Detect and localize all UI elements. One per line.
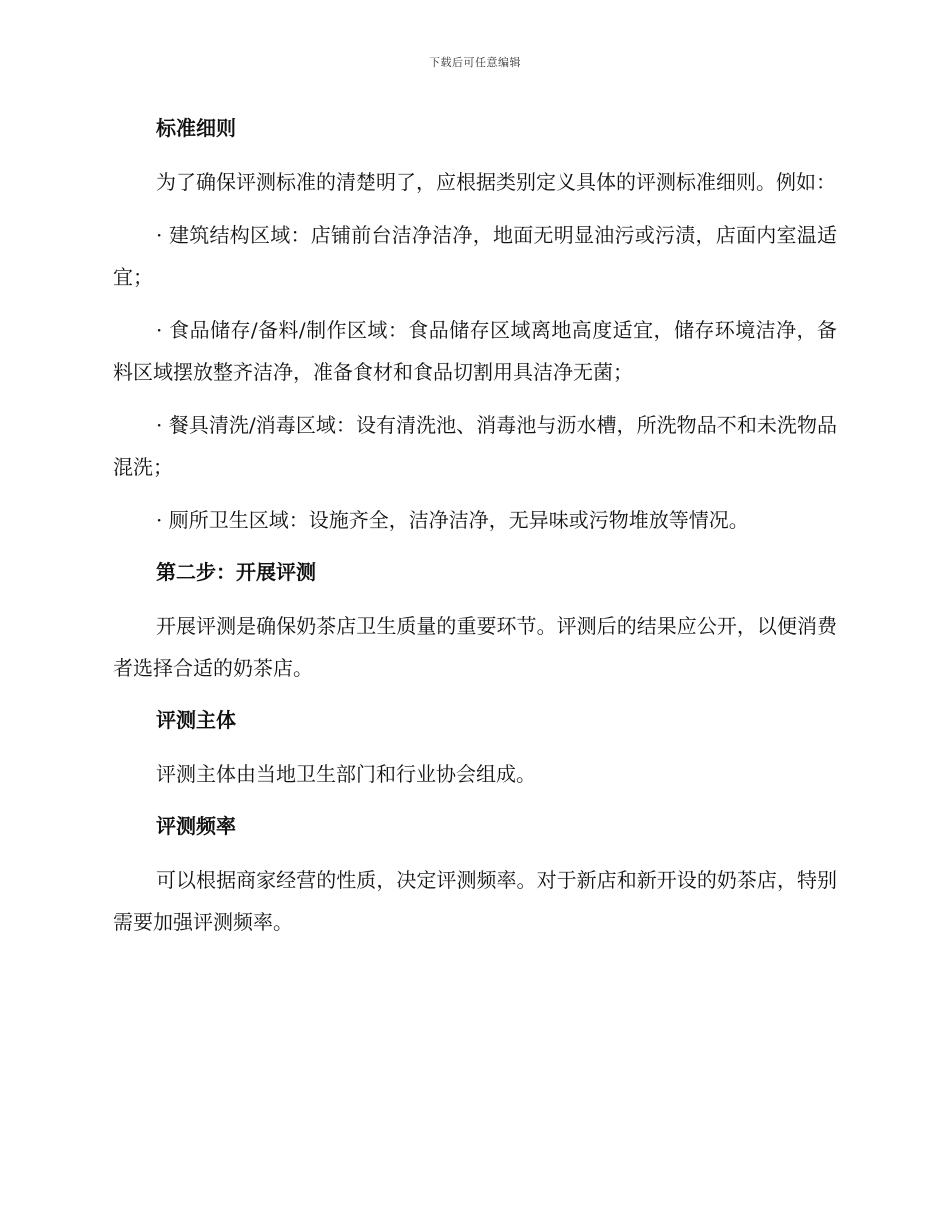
paragraph-step-two: 开展评测是确保奶茶店卫生质量的重要环节。评测后的结果应公开，以便消费者选择合适的奶茶店。 <box>113 614 837 680</box>
section-heading-step-two: 第二步：开展评测 <box>156 560 316 584</box>
header-note: 下载后可任意编辑 <box>429 56 521 69</box>
list-item-food-storage: · 食品储存/备料/制作区域：食品储存区域离地高度适宜，储存环境洁净，备料区域摆放整齐洁净，准备食材和食品切割用具洁净无菌； <box>113 318 837 384</box>
section-heading-frequency: 评测频率 <box>156 814 236 838</box>
document-body <box>113 108 837 954</box>
paragraph-standards-intro: 为了确保评测标准的清楚明了，应根据类别定义具体的评测标准细则。例如： <box>156 170 836 194</box>
section-heading-evaluator: 评测主体 <box>156 708 236 732</box>
paragraph-frequency: 可以根据商家经营的性质，决定评测频率。对于新店和新开设的奶茶店，特别需要加强评测频率。 <box>113 868 837 934</box>
list-item-tableware-cleaning: · 餐具清洗/消毒区域：设有清洗池、消毒池与沥水槽，所洗物品不和未洗物品混洗； <box>113 413 837 479</box>
paragraph-evaluator: 评测主体由当地卫生部门和行业协会组成。 <box>156 762 536 786</box>
list-item-restroom: · 厕所卫生区域：设施齐全，洁净洁净，无异味或污物堆放等情况。 <box>156 508 749 532</box>
section-heading-standards: 标准细则 <box>156 116 236 140</box>
list-item-building-structure: · 建筑结构区域：店铺前台洁净洁净，地面无明显油污或污渍，店面内室温适宜； <box>113 223 837 289</box>
